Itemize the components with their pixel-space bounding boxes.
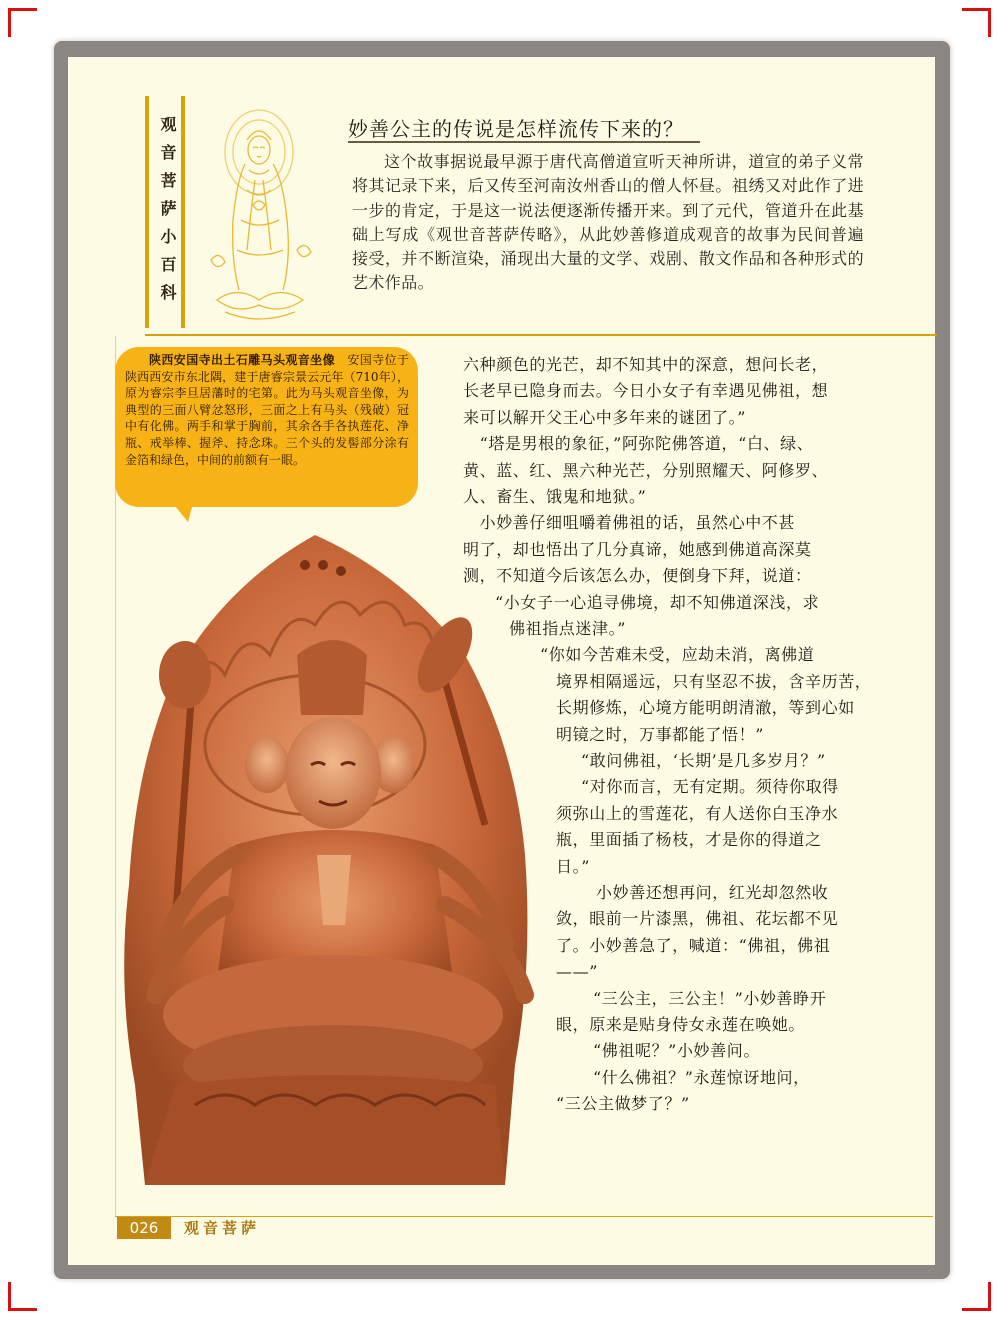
sidebar-label: 观音菩萨小百科 xyxy=(158,116,177,312)
story-line: 测，不知道今后该怎么办，便倒身下拜，说道： xyxy=(463,566,812,586)
story-line: 长老早已隐身而去。今日小女子有幸遇见佛祖，想 xyxy=(463,381,829,401)
story-line: ——” xyxy=(556,962,598,982)
story-line: 明镜之时，万事都能了悟！” xyxy=(556,724,764,744)
corner-mark-top-left xyxy=(8,8,37,37)
story-line: “三公主做梦了？” xyxy=(556,1094,690,1114)
story-line: “三公主，三公主！”小妙善睁开 xyxy=(593,988,827,1008)
story-line: 黄、蓝、红、黑六种光芒，分别照耀天、阿修罗、 xyxy=(463,460,829,480)
story-line: 小妙善还想再问，红光却忽然收 xyxy=(596,883,829,902)
caption-title: 陕西安国寺出土石雕马头观音坐像 xyxy=(149,353,335,367)
corner-mark-bottom-right xyxy=(962,1282,991,1311)
story-line: 日。” xyxy=(556,856,590,876)
story-line: 明了，却也悟出了几分真谛，她感到佛道高深莫 xyxy=(463,539,812,559)
page-number: 026 xyxy=(117,1217,171,1239)
story-line: 小妙善仔细咀嚼着佛祖的话，虽然心中不甚 xyxy=(463,513,796,533)
caption-body: 安国寺位于陕西西安市东北隅，建于唐睿宗景云元年（710年），原为睿宗李旦居藩时的宅第。此为马头观音坐像，为典型的三面八臂忿怒形，三面之上有马头（残破）冠中有化佛。两手和掌于胸前，其余各手各执莲花、净瓶、戒举棒、握斧、持念珠。三个头的发髻部分涂有金箔和绿色，中间的前额有一眼。 xyxy=(125,353,409,467)
corner-mark-bottom-left xyxy=(8,1282,37,1311)
story-line: “什么佛祖？”永莲惊讶地问， xyxy=(593,1067,810,1087)
horse-head-guanyin-statue-image xyxy=(105,525,545,1215)
story-line: “小女子一心追寻佛境，却不知佛道深浅，求 xyxy=(495,592,820,612)
story-line: “塔是男根的象征，”阿弥陀佛答道，“白、绿、 xyxy=(463,434,814,454)
story-line: 瓶，里面插了杨枝，才是你的得道之 xyxy=(556,830,822,850)
story-line: “佛祖呢？”小妙善问。 xyxy=(593,1041,760,1061)
story-line: “你如今苦难未受，应劫未消，离佛道 xyxy=(540,645,815,665)
sidebar-label-box xyxy=(145,96,185,328)
story-line: 六种颜色的光芒，却不知其中的深意，想问长老， xyxy=(463,355,829,374)
story-line: 须弥山上的雪莲花，有人送你白玉净水 xyxy=(556,803,839,823)
story-line: 佛祖指点迷津。” xyxy=(509,619,626,638)
story-line: 眼，原来是贴身侍女永莲在唤她。 xyxy=(556,1015,806,1034)
corner-mark-top-right xyxy=(962,8,991,37)
question-title: 妙善公主的传说是怎样流传下来的？ xyxy=(348,117,684,141)
story-line: “对你而言，无有定期。须待你取得 xyxy=(581,777,839,797)
section-divider xyxy=(145,334,937,336)
story-line: 了。小妙善急了，喊道：“佛祖，佛祖 xyxy=(556,935,831,955)
story-line: 长期修炼，心境方能明朗清澈，等到心如 xyxy=(556,698,855,718)
statue-caption xyxy=(125,352,409,468)
story-line: 境界相隔遥远，只有坚忍不拔，含辛历苦， xyxy=(556,671,872,691)
story-line: 来可以解开父王心中多年来的谜团了。” xyxy=(463,407,746,427)
guanyin-line-drawing xyxy=(197,100,325,328)
question-answer: 这个故事据说最早源于唐代高僧道宣听天神所讲，道宣的弟子义常将其记录下来，后又传至河南汝州香山的僧人怀昼。祖绣又对此作了进一步的肯定，于是这一说法便逐渐传播开来。到了元代，管道升在此基础上写成《观世音菩萨传略》，从此妙善修道成观音的故事为民间普遍接受，并不断渲染，涌现出大量的文学、戏剧、散文作品和各种形式的艺术作品。 xyxy=(352,152,864,293)
story-line: 人、畜生、饿鬼和地狱。” xyxy=(463,487,647,506)
story-line: 敛，眼前一片漆黑，佛祖、花坛都不见 xyxy=(556,909,839,929)
question-underline xyxy=(348,141,700,143)
running-book-title: 观音菩萨 xyxy=(184,1219,261,1237)
caption-bubble-tail xyxy=(170,500,194,522)
story-line: “敢问佛祖，‘长期’是几多岁月？” xyxy=(581,751,826,770)
